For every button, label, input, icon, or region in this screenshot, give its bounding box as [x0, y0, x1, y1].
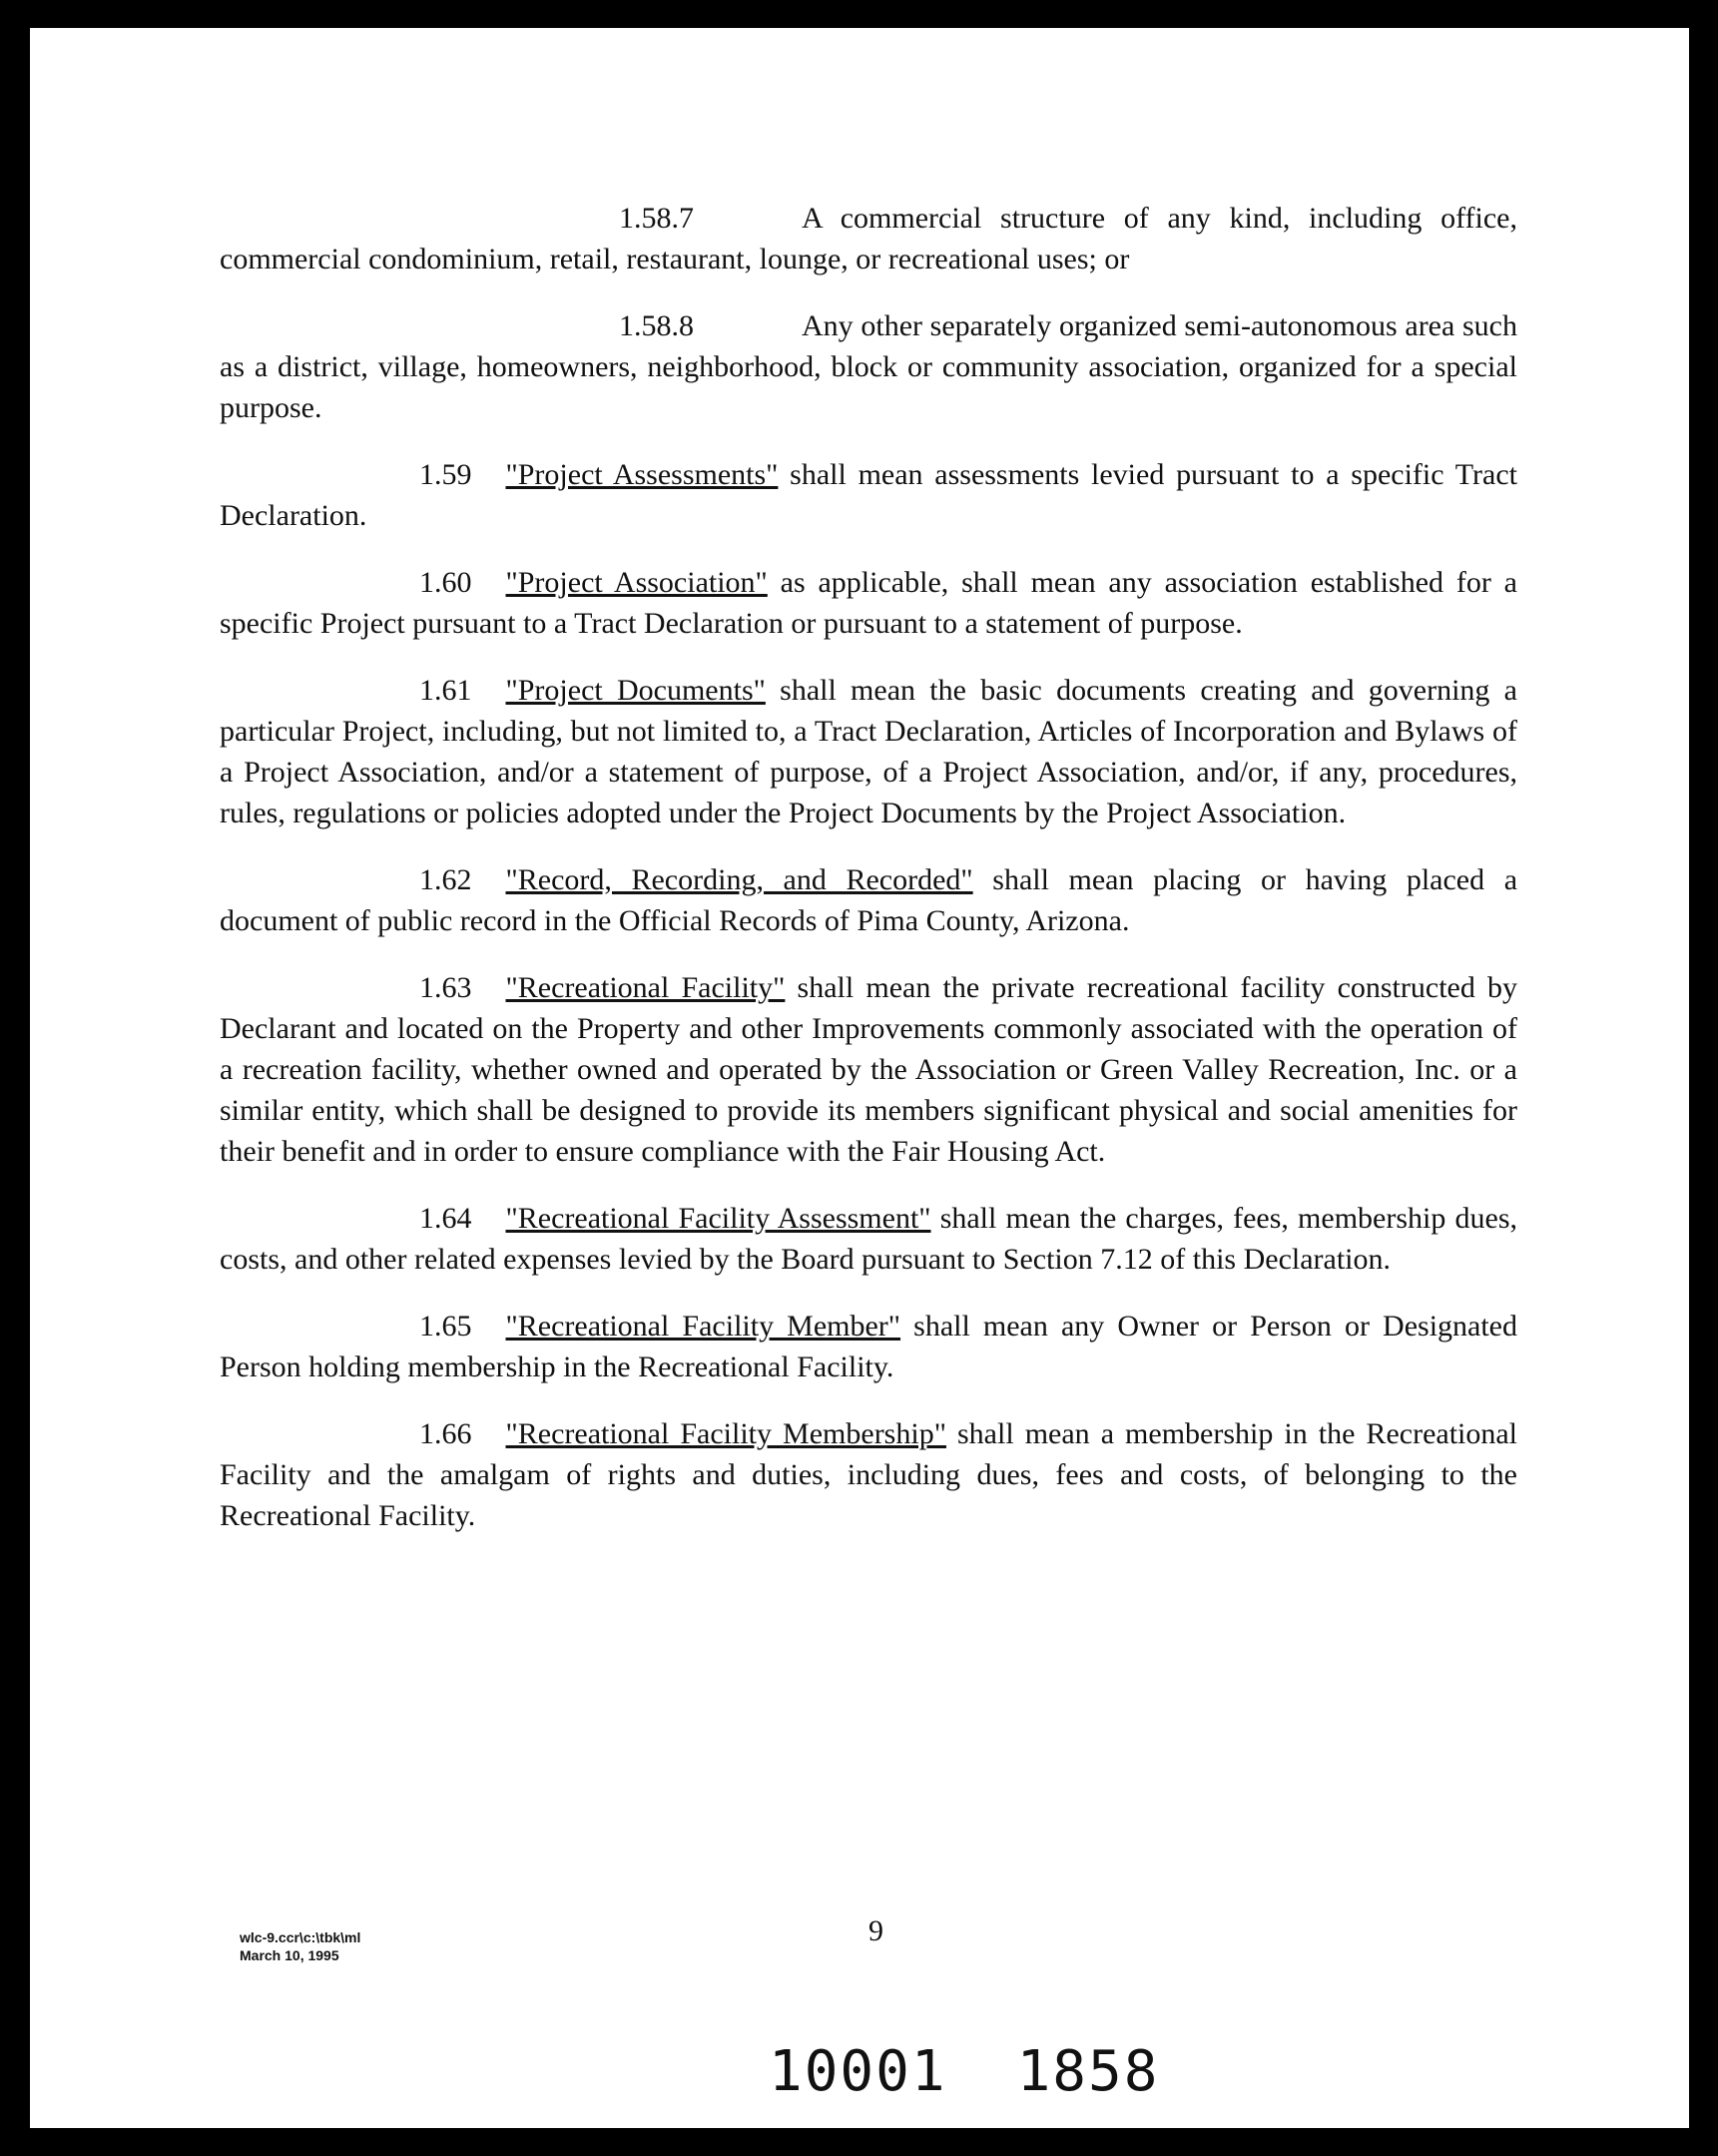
- defined-term: "Recreational Facility Member": [505, 1310, 901, 1343]
- page-number: 9: [868, 1914, 883, 1947]
- defined-term: "Project Documents": [505, 674, 766, 707]
- defined-term: "Recreational Facility Membership": [505, 1417, 946, 1450]
- section-number: 1.62: [419, 863, 472, 896]
- section-number: 1.65: [419, 1310, 472, 1343]
- section-paragraph: [220, 305, 1517, 428]
- stamp-book-number: 10001: [769, 2039, 947, 2104]
- section-number: 1.64: [419, 1202, 472, 1235]
- document-body: [220, 198, 1517, 1562]
- defined-term: "Project Association": [505, 566, 768, 599]
- section-text: A commercial structure of any kind, including office, commercial condominium, retail, restaurant, lounge, or recreational uses; or: [220, 202, 1517, 275]
- section-paragraph: [220, 967, 1517, 1172]
- section-text: as applicable, shall mean any association established for a specific Project pursuant to a Tract Declaration or pursuant to a statement of purpose.: [220, 566, 1517, 640]
- defined-term: "Recreational Facility Assessment": [505, 1202, 931, 1235]
- section-number: 1.60: [419, 566, 472, 599]
- section-text: shall mean the charges, fees, membership dues, costs, and other related expenses levied by the Board pursuant to Section 7.12 of this Declaration.: [220, 1202, 1517, 1276]
- section-paragraph: [220, 859, 1517, 941]
- section-number: 1.58.7: [619, 202, 694, 235]
- defined-term: "Record, Recording, and Recorded": [505, 863, 973, 896]
- stamp-page-number: 1858: [1016, 2039, 1160, 2104]
- section-text: shall mean placing or having placed a document of public record in the Official Records of Pima County, Arizona.: [220, 863, 1518, 937]
- section-number: 1.58.8: [619, 309, 694, 342]
- section-paragraph: [220, 198, 1517, 279]
- section-text: shall mean a membership in the Recreational Facility and the amalgam of rights and duties, including dues, fees and costs, of belonging to the Recreational Facility.: [220, 1417, 1518, 1532]
- section-text: shall mean assessments levied pursuant to a specific Tract Declaration.: [220, 458, 1517, 532]
- document-page: [30, 28, 1689, 2128]
- section-paragraph: [220, 454, 1517, 536]
- section-text: Any other separately organized semi-autonomous area such as a district, village, homeowners, neighborhood, block or community association, organized for a special purpose.: [220, 309, 1517, 424]
- section-number: 1.59: [419, 458, 472, 491]
- section-paragraph: [220, 1413, 1517, 1536]
- section-paragraph: [220, 1306, 1517, 1387]
- section-text: shall mean the private recreational facility constructed by Declarant and located on the Property and other Improvements commonly associated with the operation of a recreation facility, whether owned and operated by the Association or Green Valley Recreation, Inc. or a similar entity, which shall be designed to provide its members significant physical and social amenities for their benefit and in order to ensure compliance with the Fair Housing Act.: [220, 971, 1518, 1168]
- section-paragraph: [220, 670, 1517, 833]
- section-number: 1.66: [419, 1417, 472, 1450]
- footer-file-reference: [240, 1928, 360, 1964]
- section-text: shall mean the basic documents creating and governing a particular Project, including, but not limited to, a Tract Declaration, Articles of Incorporation and Bylaws of a Project Association, and/or a statement of purpose, of a Project Association, and/or, if any, procedures, rules, regulations or policies adopted under the Project Documents by the Project Association.: [220, 674, 1517, 829]
- section-number: 1.61: [419, 674, 472, 707]
- section-text: shall mean any Owner or Person or Designated Person holding membership in the Recreational Facility.: [220, 1310, 1517, 1383]
- section-paragraph: [220, 562, 1517, 644]
- recording-stamp: [769, 2039, 1159, 2104]
- footer-file-ref: wlc-9.ccr\c:\tbk\ml: [240, 1929, 361, 1945]
- footer-date: March 10, 1995: [240, 1947, 339, 1963]
- section-paragraph: [220, 1198, 1517, 1280]
- defined-term: "Recreational Facility": [505, 971, 786, 1004]
- section-number: 1.63: [419, 971, 472, 1004]
- defined-term: "Project Assessments": [505, 458, 779, 491]
